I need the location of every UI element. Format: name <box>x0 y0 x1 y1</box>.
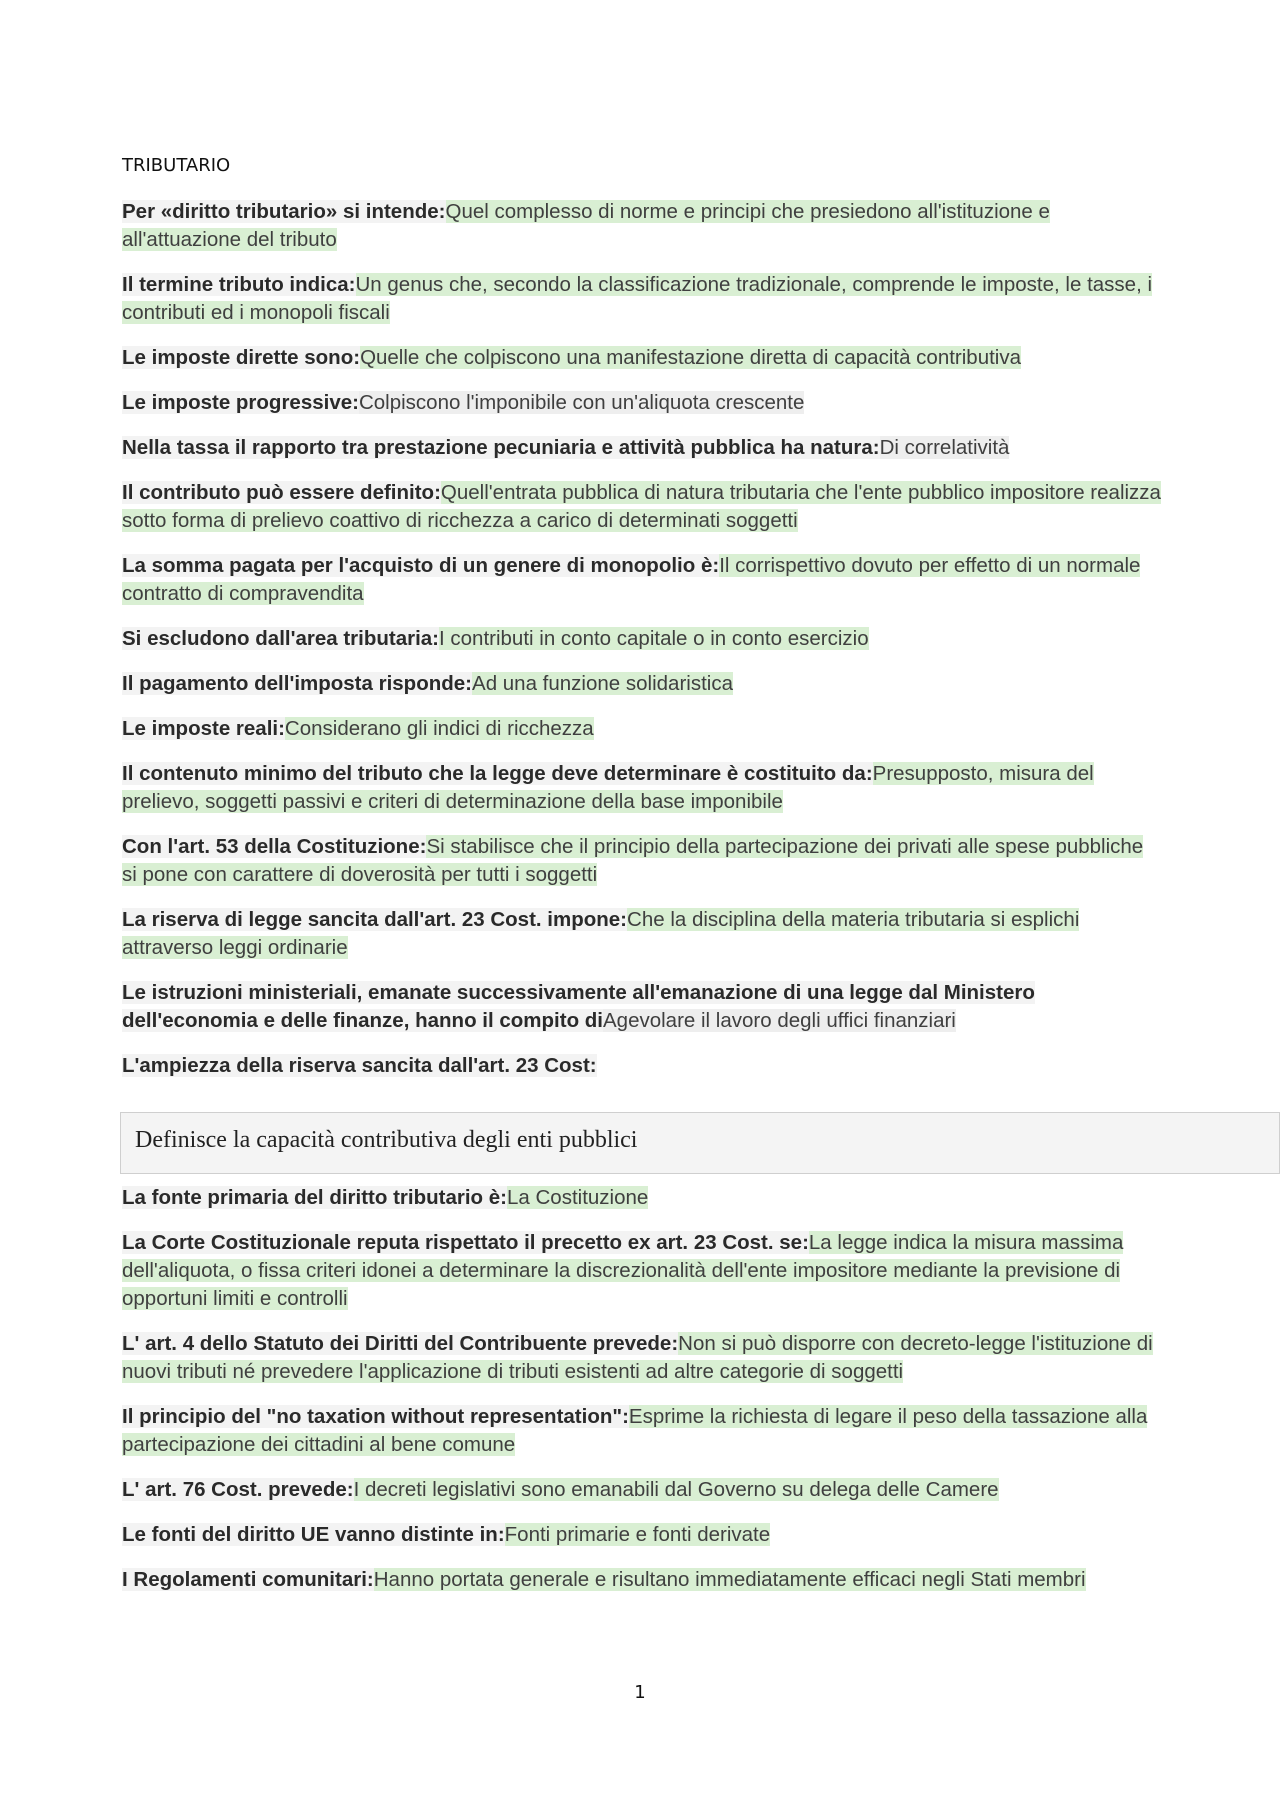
answer: Un genus che, secondo la classificazione tradizionale, comprende le imposte, le tasse, i contributi ed i monopoli fiscali <box>122 273 1153 324</box>
question: Il contenuto minimo del tributo che la legge deve determinare è costituito da: <box>122 762 873 785</box>
question: Il contributo può essere definito: <box>122 481 441 504</box>
question: La somma pagata per l'acquisto di un genere di monopolio è: <box>122 554 720 577</box>
page-number: 1 <box>634 1682 646 1703</box>
qa-item <box>122 1229 1162 1313</box>
answer: La legge indica la misura massima dell'aliquota, o fissa criteri idonei a determinare la discrezionalità dell'ente impositore mediante la previsione di opportuni limiti e controlli <box>122 1231 1124 1310</box>
answer: Si stabilisce che il principio della partecipazione dei privati alle spese pubbliche si pone con carattere di doverosità per tutti i soggetti <box>122 835 1144 886</box>
answer: Il corrispettivo dovuto per effetto di un normale contratto di compravendita <box>122 554 1141 605</box>
question: Il pagamento dell'imposta risponde: <box>122 672 473 695</box>
question: Il principio del "no taxation without representation": <box>122 1405 629 1428</box>
question: Le imposte reali: <box>122 717 285 740</box>
qa-item <box>122 1566 1162 1594</box>
answer: I decreti legislativi sono emanabili dal Governo su delega delle Camere <box>353 1478 999 1501</box>
answer: Considerano gli indici di ricchezza <box>284 717 594 740</box>
answer: Quell'entrata pubblica di natura tributaria che l'ente pubblico impositore realizza sotto forma di prelievo coattivo di ricchezza a carico di determinati soggetti <box>122 481 1161 532</box>
answer: Colpiscono l'imponibile con un'aliquota crescente <box>358 391 805 414</box>
question: Il termine tributo indica: <box>122 273 356 296</box>
qa-item <box>122 434 1162 462</box>
qa-item <box>122 625 1162 653</box>
answer: Ad una funzione solidaristica <box>472 672 733 695</box>
qa-item <box>122 344 1162 372</box>
qa-item <box>122 715 1162 743</box>
qa-item <box>122 1330 1162 1386</box>
qa-item <box>122 906 1162 962</box>
question: Per «diritto tributario» si intende: <box>122 200 446 223</box>
qa-item <box>122 1052 1162 1080</box>
question: L' art. 76 Cost. prevede: <box>122 1478 354 1501</box>
qa-item <box>122 760 1162 816</box>
answer: Esprime la richiesta di legare il peso della tassazione alla partecipazione dei cittadini al bene comune <box>122 1405 1148 1456</box>
answer: Fonti primarie e fonti derivate <box>504 1523 771 1546</box>
answer: I contributi in conto capitale o in conto esercizio <box>439 627 869 650</box>
page-title: TRIBUTARIO <box>122 155 231 176</box>
answer-option-box: Definisce la capacità contributiva degli enti pubblici <box>120 1112 1280 1174</box>
question: L'ampiezza della riserva sancita dall'art. 23 Cost: <box>122 1054 597 1077</box>
question: Nella tassa il rapporto tra prestazione pecuniaria e attività pubblica ha natura: <box>122 436 880 459</box>
qa-list-part1 <box>122 198 1162 1097</box>
qa-item <box>122 198 1162 254</box>
answer: Agevolare il lavoro degli uffici finanziari <box>603 1009 956 1032</box>
question: Le istruzioni ministeriali, emanate successivamente all'emanazione di una legge dal Ministero dell'economia e delle finanze, hanno il compito di <box>122 981 1035 1032</box>
qa-item <box>122 1184 1162 1212</box>
answer: Quel complesso di norme e principi che presiedono all'istituzione e all'attuazione del tributo <box>122 200 1050 251</box>
question: Le imposte progressive: <box>122 391 359 414</box>
answer: Presupposto, misura del prelievo, soggetti passivi e criteri di determinazione della base imponibile <box>122 762 1094 813</box>
question: La fonte primaria del diritto tributario è: <box>122 1186 507 1209</box>
qa-item <box>122 389 1162 417</box>
question: La riserva di legge sancita dall'art. 23 Cost. impone: <box>122 908 628 931</box>
question: I Regolamenti comunitari: <box>122 1568 374 1591</box>
question: Le imposte dirette sono: <box>122 346 361 369</box>
answer: Di correlatività <box>879 436 1010 459</box>
question: Le fonti del diritto UE vanno distinte in: <box>122 1523 505 1546</box>
qa-item <box>122 479 1162 535</box>
qa-item <box>122 979 1162 1035</box>
answer: Quelle che colpiscono una manifestazione diretta di capacità contributiva <box>360 346 1022 369</box>
qa-item <box>122 271 1162 327</box>
qa-list-part2 <box>122 1174 1162 1611</box>
question: L' art. 4 dello Statuto dei Diritti del Contribuente prevede: <box>122 1332 679 1355</box>
answer: Non si può disporre con decreto-legge l'istituzione di nuovi tributi né prevedere l'applicazione di tributi esistenti ad altre categorie di soggetti <box>122 1332 1153 1383</box>
qa-item <box>122 552 1162 608</box>
qa-item <box>122 670 1162 698</box>
question: Con l'art. 53 della Costituzione: <box>122 835 427 858</box>
qa-item <box>122 1403 1162 1459</box>
qa-item <box>122 833 1162 889</box>
answer: Che la disciplina della materia tributaria si esplichi attraverso leggi ordinarie <box>122 908 1080 959</box>
answer: Hanno portata generale e risultano immediatamente efficaci negli Stati membri <box>373 1568 1086 1591</box>
question: La Corte Costituzionale reputa rispettato il precetto ex art. 23 Cost. se: <box>122 1231 809 1254</box>
question: Si escludono dall'area tributaria: <box>122 627 440 650</box>
qa-item <box>122 1521 1162 1549</box>
qa-item <box>122 1476 1162 1504</box>
answer: La Costituzione <box>506 1186 649 1209</box>
